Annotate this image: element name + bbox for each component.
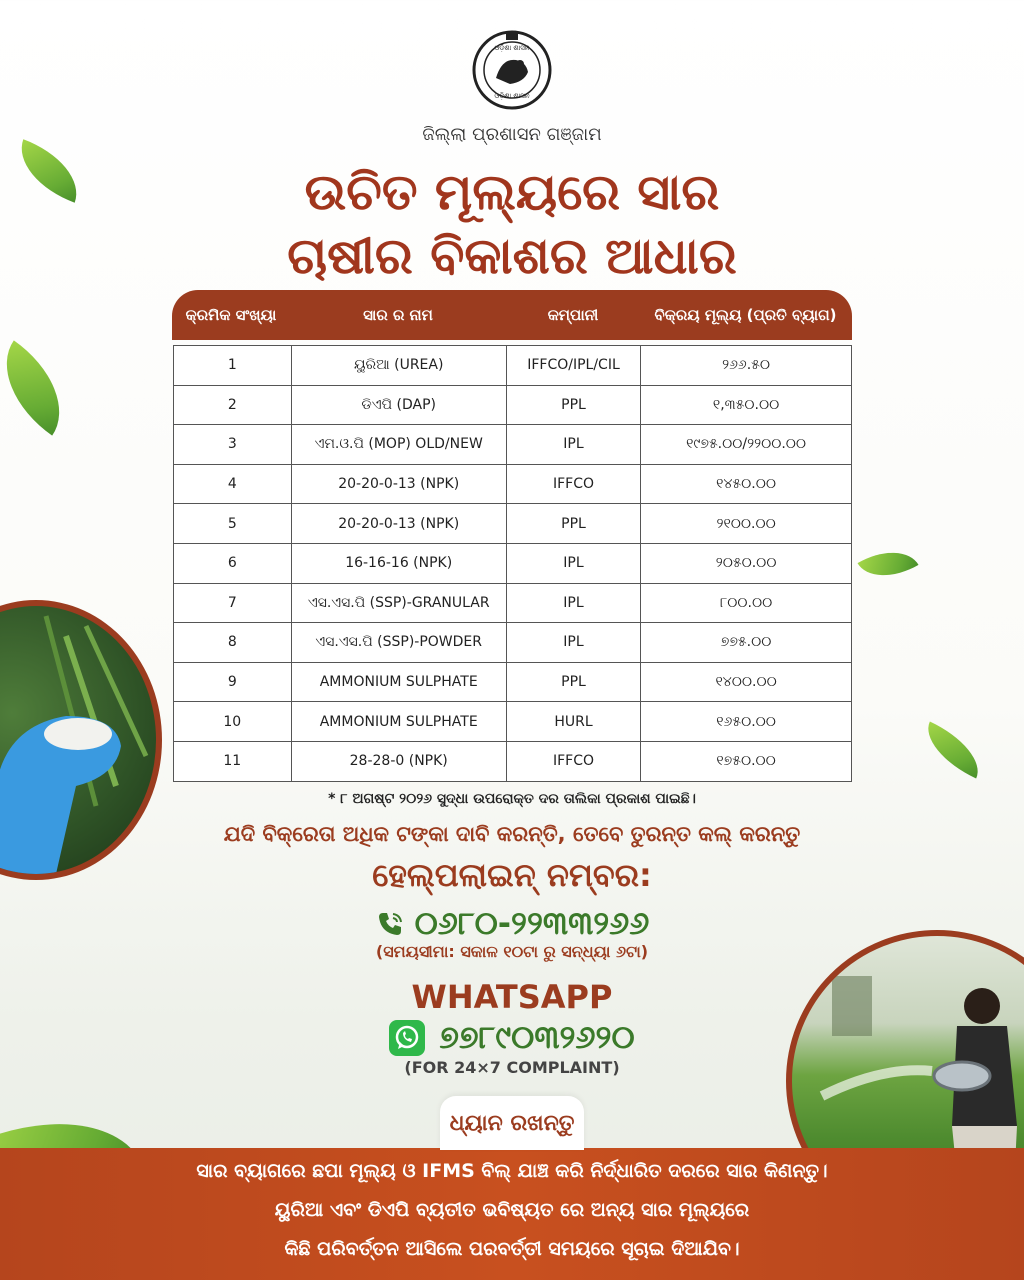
fertilizer-name-cell: ଏସ.ଏସ.ପି (SSP)-POWDER bbox=[291, 623, 506, 663]
table-row bbox=[174, 385, 852, 425]
leaf-decoration bbox=[0, 340, 84, 435]
price-cell: ୭୭୫.୦୦ bbox=[641, 623, 852, 663]
fertilizer-name-cell: 20-20-0-13 (NPK) bbox=[291, 504, 506, 544]
company-cell: IPL bbox=[506, 623, 640, 663]
effective-date-note: * ୮ ଅଗଷ୍ଟ ୨୦୨୬ ସୁଦ୍ଧା ଉପରୋକ୍ତ ଦର ତାଲିକା ପ୍ରକାଶ ପାଇଛି। bbox=[328, 791, 696, 807]
serial-cell: 9 bbox=[174, 662, 292, 702]
table-row bbox=[174, 425, 852, 465]
helpline-phone-number[interactable]: ୦୬୮୦-୨୨୩୩୨୬୬ bbox=[414, 904, 650, 942]
table-row bbox=[174, 543, 852, 583]
district-label: ଜିଲ୍ଲା ପ୍ରଶାସନ ଗଞ୍ଜାମ bbox=[422, 124, 602, 145]
company-cell: IPL bbox=[506, 543, 640, 583]
phone-icon bbox=[375, 909, 405, 939]
whatsapp-number[interactable]: ୭୭୮୯୦୩୨୬୨୦ bbox=[439, 1018, 635, 1056]
table-row bbox=[174, 504, 852, 544]
price-cell: ୧୬୫୦.୦୦ bbox=[641, 702, 852, 742]
price-table-header bbox=[172, 290, 852, 340]
fertilizer-name-cell: 28-28-0 (NPK) bbox=[291, 741, 506, 781]
serial-cell: 11 bbox=[174, 741, 292, 781]
serial-cell: 1 bbox=[174, 346, 292, 386]
serial-cell: 8 bbox=[174, 623, 292, 663]
serial-cell: 4 bbox=[174, 464, 292, 504]
attention-line-1: ସାର ବ୍ୟାଗରେ ଛପା ମୂଲ୍ୟ ଓ IFMS ବିଲ୍ ଯାଞ୍ଚ କରି ନିର୍ଦ୍ଧାରିତ ଦରରେ ସାର କିଣନ୍ତୁ। bbox=[196, 1160, 828, 1182]
fertilizer-name-cell: 16-16-16 (NPK) bbox=[291, 543, 506, 583]
fertilizer-name-cell: ଡିଏପି (DAP) bbox=[291, 385, 506, 425]
attention-tab: ଧ୍ୟାନ ରଖନ୍ତୁ bbox=[440, 1096, 584, 1150]
table-row bbox=[174, 623, 852, 663]
company-cell: PPL bbox=[506, 504, 640, 544]
price-cell: ୧୯୭୫.୦୦/୨୨୦୦.୦୦ bbox=[641, 425, 852, 465]
company-cell: IFFCO bbox=[506, 464, 640, 504]
company-cell: PPL bbox=[506, 662, 640, 702]
fertilizer-name-cell: ୟୁରିଆ (UREA) bbox=[291, 346, 506, 386]
company-cell: IPL bbox=[506, 583, 640, 623]
price-cell: ୧୪୦୦.୦୦ bbox=[641, 662, 852, 702]
header-sale-price: ବିକ୍ରୟ ମୂଲ୍ୟ (ପ୍ରତି ବ୍ୟାଗ) bbox=[654, 306, 837, 324]
leaf-decoration bbox=[916, 722, 989, 779]
attention-line-2: ୟୁରିଆ ଏବଂ ଡିଏପି ବ୍ୟତୀତ ଭବିଷ୍ୟତ ରେ ଅନ୍ୟ ସାର ମୂଲ୍ୟରେ bbox=[274, 1199, 750, 1221]
fertilizer-name-cell: AMMONIUM SULPHATE bbox=[291, 662, 506, 702]
whatsapp-icon bbox=[389, 1020, 425, 1056]
company-cell: HURL bbox=[506, 702, 640, 742]
serial-cell: 3 bbox=[174, 425, 292, 465]
price-cell: ୨୬୬.୫୦ bbox=[641, 346, 852, 386]
helpline-hours: (ସମୟସୀମା: ସକାଳ ୧୦ଟା ରୁ ସନ୍ଧ୍ୟା ୬ଟା) bbox=[375, 942, 649, 961]
header-company: କମ୍ପାନୀ bbox=[547, 306, 599, 324]
fertilizer-name-cell: 20-20-0-13 (NPK) bbox=[291, 464, 506, 504]
serial-cell: 6 bbox=[174, 543, 292, 583]
company-cell: IFFCO/IPL/CIL bbox=[506, 346, 640, 386]
attention-line-3: କିଛି ପରିବର୍ତ୍ତନ ଆସିଲେ ପରବର୍ତ୍ତୀ ସମୟରେ ସୂଚାଇ ଦିଆଯିବ। bbox=[284, 1238, 740, 1260]
serial-cell: 5 bbox=[174, 504, 292, 544]
price-cell: ୨୦୫୦.୦୦ bbox=[641, 543, 852, 583]
price-cell: ୧,୩୫୦.୦୦ bbox=[641, 385, 852, 425]
company-cell: IFFCO bbox=[506, 741, 640, 781]
emblem-text-bottom: ଓଡ଼ିଶା ଶାସନ bbox=[494, 92, 530, 100]
header-fertilizer-name: ସାର ର ନାମ bbox=[363, 306, 433, 324]
whatsapp-title: WHATSAPP bbox=[411, 978, 613, 1016]
price-cell: ୮୦୦.୦୦ bbox=[641, 583, 852, 623]
company-cell: IPL bbox=[506, 425, 640, 465]
odisha-emblem-logo bbox=[470, 28, 554, 112]
helpline-phone-row[interactable] bbox=[0, 904, 1024, 943]
table-row bbox=[174, 702, 852, 742]
whatsapp-note: (FOR 24×7 COMPLAINT) bbox=[404, 1058, 620, 1077]
table-row bbox=[174, 741, 852, 781]
leaf-decoration bbox=[857, 537, 918, 591]
company-cell: PPL bbox=[506, 385, 640, 425]
emblem-text-top: ଓଡ଼ିଶା ଶାସନ bbox=[494, 44, 530, 52]
complaint-warning: ଯଦି ବିକ୍ରେତା ଅଧିକ ଟଙ୍କା ଦାବି କରନ୍ତି, ତେବେ ତୁରନ୍ତ କଲ୍ କରନ୍ତୁ bbox=[223, 822, 801, 846]
fertilizer-name-cell: ଏସ.ଏସ.ପି (SSP)-GRANULAR bbox=[291, 583, 506, 623]
price-cell: ୧୪୫୦.୦୦ bbox=[641, 464, 852, 504]
fertilizer-name-cell: ଏମ.ଓ.ପି (MOP) OLD/NEW bbox=[291, 425, 506, 465]
headline-line-1: ଉଚିତ ମୂଲ୍ୟରେ ସାର bbox=[304, 163, 720, 221]
price-cell: ୧୭୫୦.୦୦ bbox=[641, 741, 852, 781]
price-cell: ୨୧୦୦.୦୦ bbox=[641, 504, 852, 544]
table-row bbox=[174, 346, 852, 386]
header-serial: କ୍ରମିକ ସଂଖ୍ୟା bbox=[185, 306, 277, 324]
serial-cell: 7 bbox=[174, 583, 292, 623]
serial-cell: 2 bbox=[174, 385, 292, 425]
serial-cell: 10 bbox=[174, 702, 292, 742]
price-table bbox=[173, 345, 852, 782]
table-row bbox=[174, 662, 852, 702]
table-row bbox=[174, 464, 852, 504]
fertilizer-name-cell: AMMONIUM SULPHATE bbox=[291, 702, 506, 742]
headline-line-2: ଚାଷୀର ବିକାଶର ଆଧାର bbox=[287, 227, 737, 285]
helpline-title: ହେଲ୍ପଲାଇନ୍ ନମ୍ବର: bbox=[372, 856, 652, 894]
table-row bbox=[174, 583, 852, 623]
